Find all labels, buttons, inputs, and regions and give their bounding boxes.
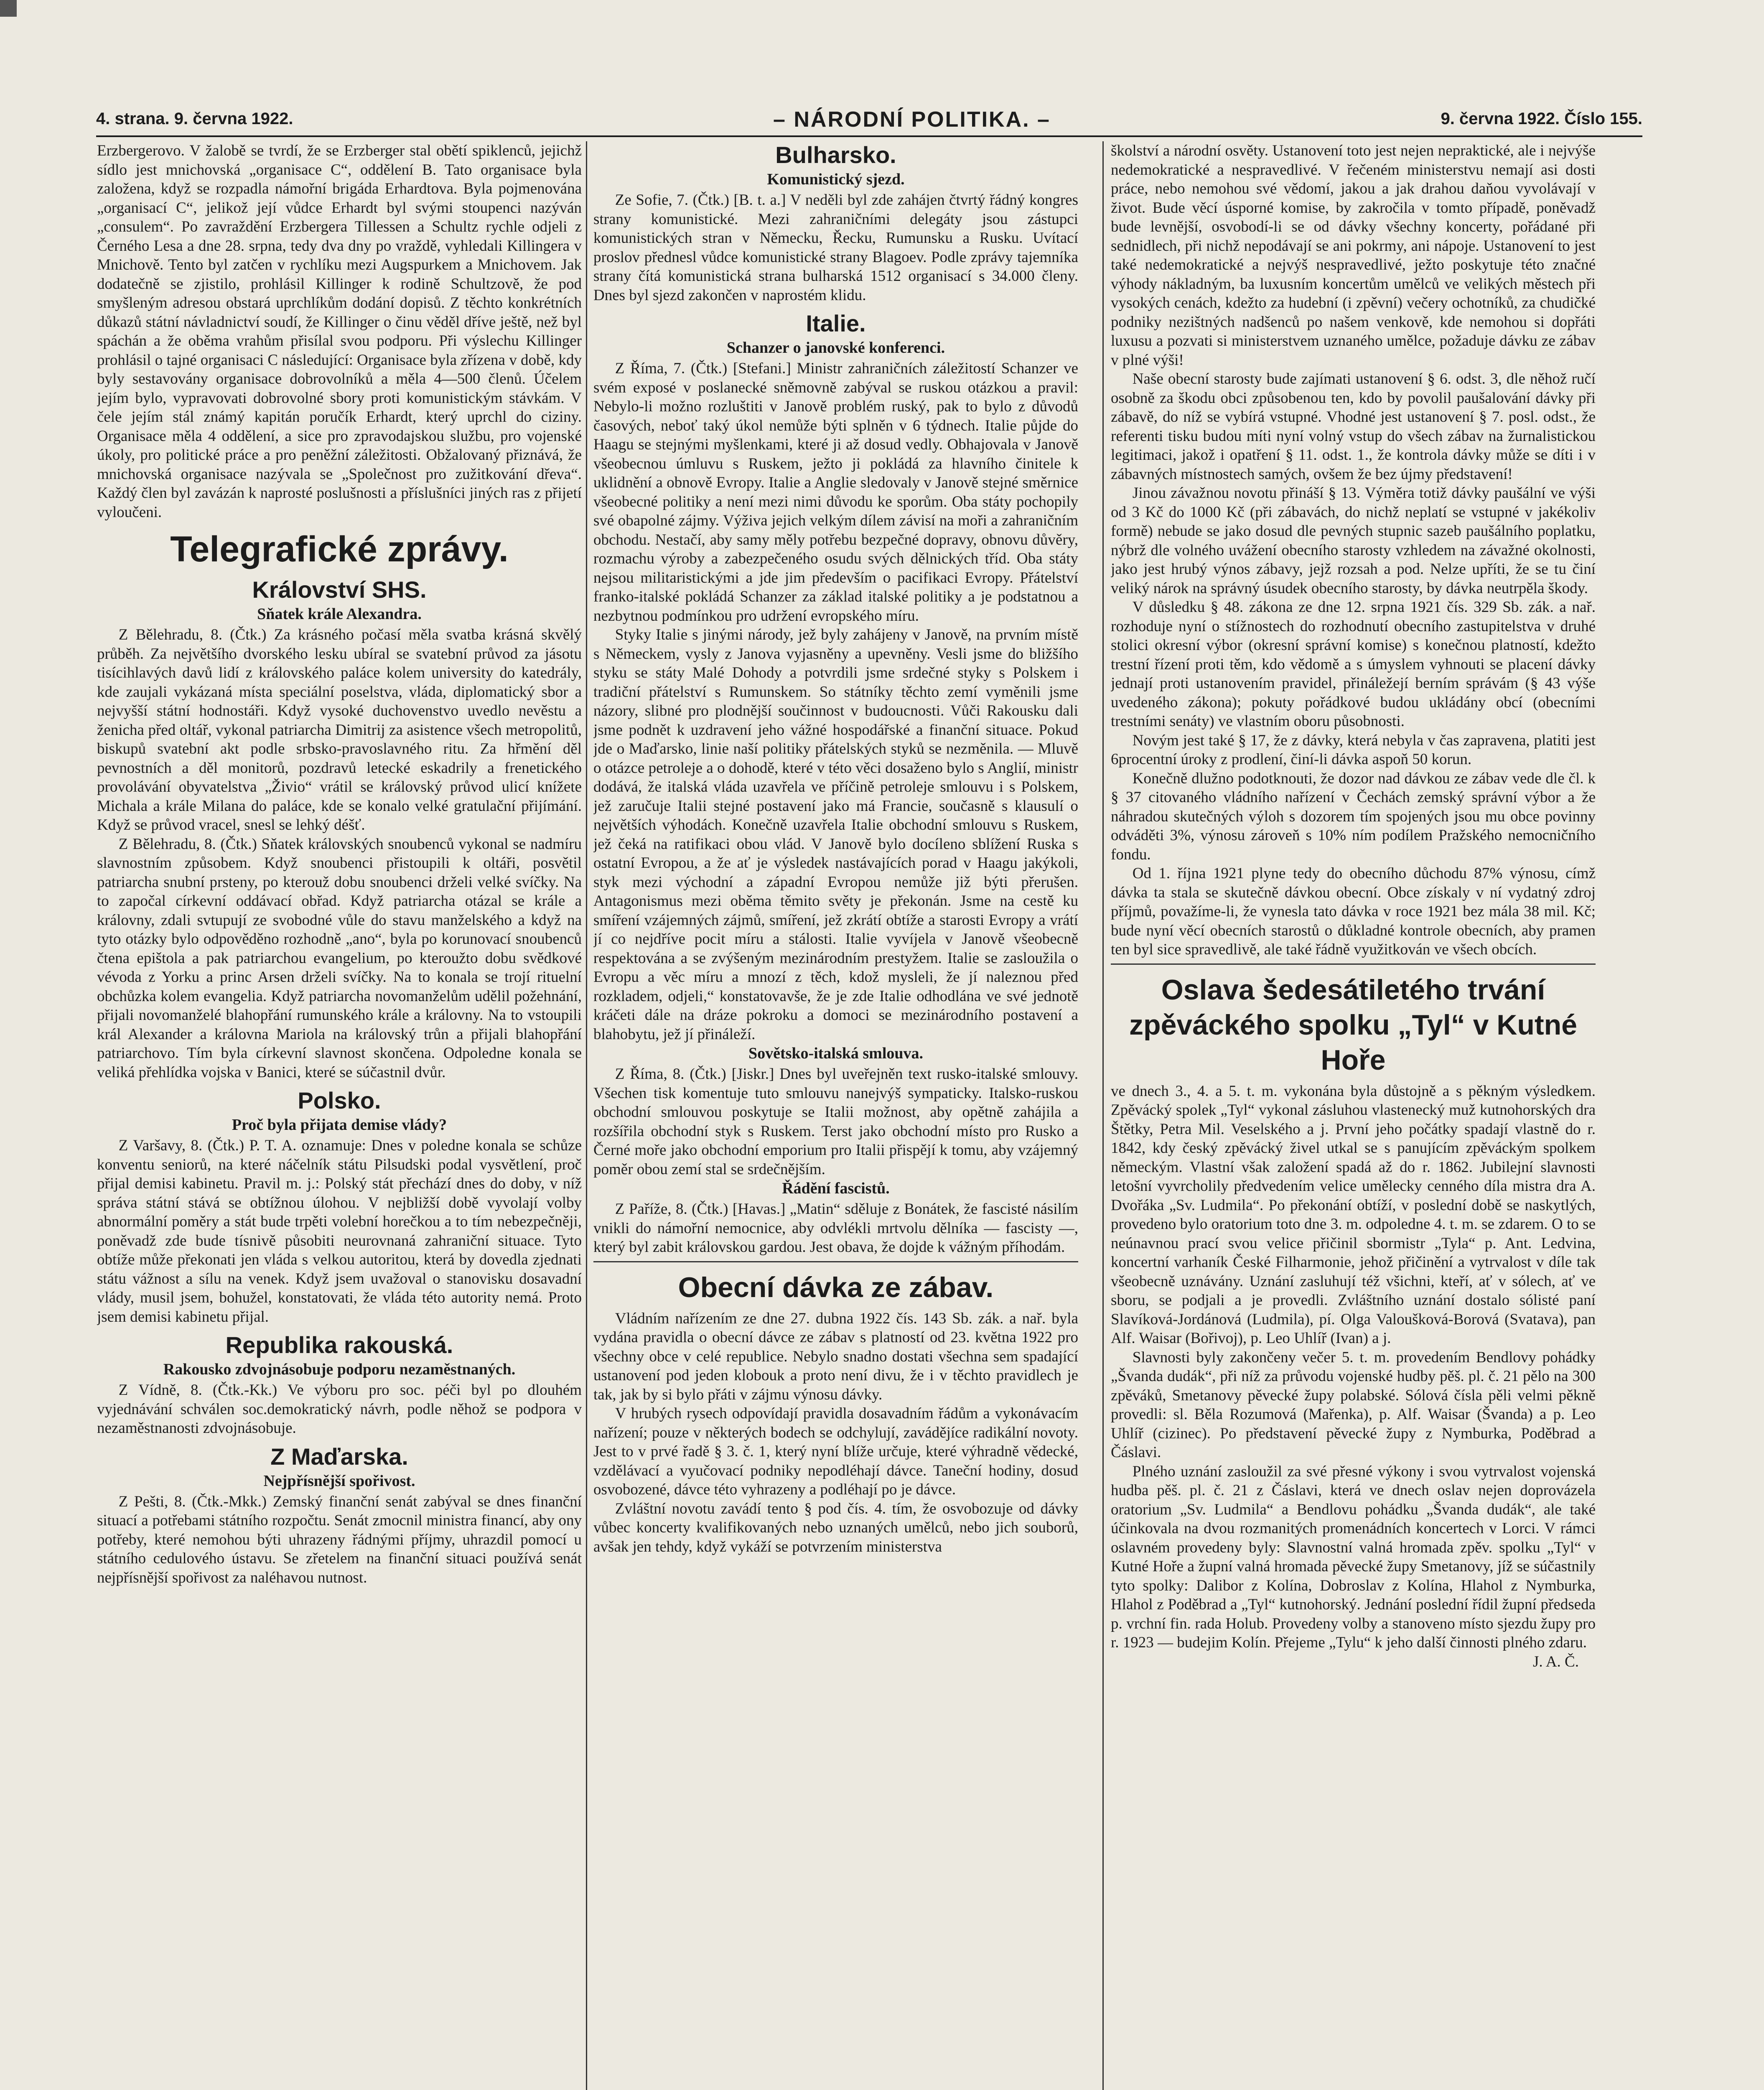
subheading: Rakousko zdvojnásobuje podporu nezaměstnaných. (163, 1361, 516, 1378)
article-text: Z Paříže, 8. (Čtk.) [Havas.] „Matin“ sděluje z Bonátek, že fascisté násilím vnikli do námořní nemocnice, aby odvlékli mrtvolu dělníka — fascisty —, který byl zabit královskou gardou. Jest obava, že dojde k vážným příhodám. (593, 1200, 1078, 1256)
article-text: V důsledku § 48. zákona ze dne 12. srpna 1921 čís. 329 Sb. zák. a nař. rozhoduje nyní o stížnostech do rozhodnutí obecního zastupitelstva v druhé stolici okresní výbor (okresní správní komise) s konečnou platností, kdežto trestní řízení proti těm, kdo vědomě a s úmyslem vyhnouti se placení dávky jednají proti ustanovením pravidel, přináležejí berním správám (§ 43 výše uvedeného zákona); pokuty pořádkové budou ukládány obcí (obecními trestními senáty) ve vlastním oboru působnosti. (1111, 599, 1596, 730)
column-rule-1 (586, 141, 587, 2090)
article-text: Styky Italie s jinými národy, jež byly zahájeny v Janově, na prvním místě s Německem, vysly z Janova vyjasněny a upevněny. Vesli jsme do bližšího styku se státy Malé Dohody a potvrdili jsme srdečné styky s Polskem i tradiční přátelství s Rumunskem. So státníky těchto zemí vyměnili jsme názory, slibné pro plodnější součinnost v budoucnosti. Vůči Rakousku dali jsme podnět k uzdravení jeho vážné hospodářské a finanční situace. Pokud jde o Maďarsko, linie naší politiky přátelských styků se nezměnila. — Mluvě o otázce petroleje a o dohodě, které v této věci dosaženo bylo s Anglií, ministr dodává, že italská vláda uzavřela ve příčině petroleje smlouvu i s Polskem, jež zaručuje Italii stejné postavení jako má Francie, současně s klausulí o největších výhodách. Konečně uzavřela Italie obchodní smlouvu s Ruskem, jež čeká na ratifikaci obou vlád. V Janově bylo docíleno sblížení Ruska s ostatní Evropou, a že ať je výsledek nastávajících porad v Haagu jakýkoli, styk mezi východní a západní Evropou nemůže již býti přerušen. Antagonismus mezi oběma těmito světy je překonán. Jsme na cestě ku smíření vzájemných zájmů, smíření, jež zkrátí obtíže a starosti Evropy a vrátí jí co nejdříve pocit míru a stálosti. Italie vyvíjela v Janově všeobecně respektována a se zvýšeným mezinárodním prestyžem. Italie se zasloužila o Evropu a věc míru a mnozí z těch, kdož mysleli, že jí naleznou před rozkladem, odjeli,“ konstatovavše, že je zde Italie odhodlána ve své jednotě kráčeti dále na dráze pokroku a domoci se mezinárodního postavení a blahobytu, jež jí přináleží. (593, 626, 1078, 1043)
article-text: Od 1. října 1921 plyne tedy do obecního důchodu 87% výnosu, címž dávka ta stala se skutečně dávkou obecní. Obce získaly v ní vydatný zdroj příjmů, považíme-li, že vynesla tato dávka v roce 1921 bez mála 38 mil. Kč; bude nyní věcí obecních starostů o důkladné kontrole obecních, aby pramen ten byl sice spravedlivě, ale také řádně využitkován ve všech obcích. (1111, 865, 1596, 958)
article-text: ve dnech 3., 4. a 5. t. m. vykonána byla důstojně a s pěkným výsledkem. Zpěvácký spolek „Tyl“ vykonal zásluhou vlastenecký muž kutnohorských dra Štětky, Petra Mil. Veselského a j. První jeho počátky spadají vlastně do r. 1842, kdy český zpěvácký živel utkal se s panujícím zpěváckým spolkem německým. Vlastní však založení spadá až do r. 1862. Jubilejní slavnosti letošní vyvrcholily předvedením velice umělecky cenného díla mistra dra A. Dvořáka „Sv. Ludmila“. Po překonání obtíží, v poslední době se naskytlých, provedeno bylo oratorium toto dne 3. m. odpoledne 4. t. m. se zdarem. O to se neúnavnou prací svou velice přičinil sbormistr „Tyla“ p. Ant. Ledvina, koncertní varhaník České Filharmonie, jehož přičinění a vytrvalost v díle tak všeobecně uznávány. Uznání zasluhují též všichni, kteří, ať v sólech, ať ve sboru, se podjali a je provedli. Zvláštního uznání dostalo sólisté paní Slavíková-Jordánová (Ludmila), pí. Olga Valoušková-Borová (Svatava), pan Alf. Waisar (Bořivoj), p. Leo Uhlíř (Ivan) a j. (1111, 1082, 1596, 1347)
article-text: Konečně dlužno podotknouti, že dozor nad dávkou ze zábav vede dle čl. k § 37 citovaného vládního nařízení v Čechách zemský správní výbor a že náhradou skutečných výloh s dozorem tím spojených jsou mu obce povinny odváděti 3%, výnosu zároveň s 10% ním podílem Pražského nemocničního fondu. (1111, 770, 1596, 863)
signature-initials: J. A. Č. (1532, 1653, 1579, 1670)
article-text: Z Bělehradu, 8. (Čtk.) Za krásného počasí měla svatba krásná skvělý průběh. Za největšího dvorského lesku ubíral se svatební průvod za jásotu tisícihlavých davů lidí z královského paláce kolem university do katedrály, kde zaujali vykázaná místa speciální poselstva, vláda, diplomatický sbor a nejvyšší státní hodnostáři. Když vysoké duchovenstvo uvedlo nevěstu a ženicha před oltář, vykonal patriarcha Dimitrij za asistence všech metropolitů, biskupů svatební akt podle srbsko-pravoslavného ritu. Za hřmění děl pevnostních a děl monitorů, pozdravů letecké eskadrily a frenetického provolávání obyvatelstva „Živio“ vrátil se královský průvod ulicí knížete Michala a krále Milana do paláce, kde se konalo velké gratulační přijímání. Když se průvod vracel, snesl se lehký déšť. (97, 626, 582, 833)
article-text: Novým jest také § 17, že z dávky, která nebyla v čas zapravena, platiti jest 6procentní úroky z prodlení, činí-li dávka aspoň 50 korun. (1111, 732, 1596, 768)
article-divider (1111, 963, 1596, 965)
subheading: Proč byla přijata demise vlády? (232, 1116, 447, 1134)
column-2 (593, 141, 1078, 2090)
scan-corner-mark (0, 0, 17, 17)
column-rule-2 (1102, 141, 1104, 2090)
subheading: Řádění fascistů. (782, 1180, 890, 1197)
article-text: Naše obecní starosty bude zajímati ustanovení § 6. odst. 3, dle něhož ručí osobně za škodu obci způsobenou ten, kdo by povolil paušalování dávky při zábavě, do níž se vybírá vstupné. Vhodné jest ustanovení § 7. posl. odst., že referenti tisku budou míti nyní volný vstup do všech zábav na žurnalistickou legitimaci, jakož i opatření § 11. odst. 1., že kontrola dávky může se díti i v zábavných místnostech samých, ovšem že bez újmy představení! (1111, 370, 1596, 483)
article-text: Ze Sofie, 7. (Čtk.) [B. t. a.] V neděli byl zde zahájen čtvrtý řádný kongres strany komunistické. Mezi zahraničními delegáty jsou zástupci komunistických stran v Německu, Řecku, Rumunsku a Rusku. Uvítací proslov přednesl vůdce komunistické strany Blagoev. Podle zprávy tajemníka strany čítá komunistická strana bulharská 1512 organisací s 34.000 členy. Dnes byl sjezd zakončen v naprostém klidu. (593, 191, 1078, 304)
article-text: V hrubých rysech odpovídají pravidla dosavadním řádům a vykonávacím nařízení; pouze v některých bodech se odchylují, zavádějíce radikální novoty. Jest to v prvé řadě § 3. č. 1, který nyní blíže určuje, které výhradně vědecké, vzdělávací a vyučovací podniky nepodléhají dávce. Taneční hodiny, dosud osvobozené, dávce této vyhrazeny a podléhají po je dávce. (593, 1405, 1078, 1498)
page-header (96, 107, 1642, 137)
column-1 (97, 141, 582, 2090)
country-heading: Z Maďarska. (270, 1443, 408, 1470)
article-headline: Obecní dávka ze zábav. (678, 1271, 994, 1303)
column-3 (1111, 141, 1596, 2090)
article-text: Jinou závažnou novotu přináší § 13. Výměra totiž dávky paušální ve výši od 3 Kč do 1000 Kč (při zábavách, do nichž neplatí se vstupné v jakékoliv formě) nebude se jako dosud dle pevných stupnic sazeb paušálního poplatku, nýbrž dle volného uvážení obecního starosty vzhledem na závažné okolnosti, jako jest hrubý výnos zábavy, jejž rozsah a pod. Nelze upříti, že se tu činí veliký nárok na správný úsudek obecního starosty, by dávka neutrpěla škody. (1111, 484, 1596, 597)
header-right: 9. června 1922. Číslo 155. (1441, 110, 1642, 128)
masthead: – NÁRODNÍ POLITIKA. – (773, 107, 1051, 132)
subheading: Schanzer o janovské konferenci. (726, 339, 945, 357)
article-text: Z Pešti, 8. (Čtk.-Mkk.) Zemský finanční senát zabýval se dnes finanční situací a potřebami státního rozpočtu. Senát zmocnil ministra financí, aby ony potřeby, které nemohou býti uhrazeny řádnými příjmy, uhrazdil pomocí u státního cedulového ústavu. Se zřetelem na finanční situaci používá senát nejpřísnější spořivost za naléhavou nutnost. (97, 1493, 582, 1586)
article-headline: Oslava šedesátiletého trvání zpěváckého spolku „Tyl“ v Kutné Hoře (1129, 974, 1577, 1076)
subheading: Nejpřísnější spořivost. (263, 1472, 415, 1490)
article-text: Erzbergerovo. V žalobě se tvrdí, že se Erzberger stal obětí spiklenců, jejichž sídlo jest mnichovská „organisace C“, oddělení B. Tato organisace byla založena, když se rozpadla námořní brigáda Erhardtova. Byla pojmenována „organisací C“, jelikož její vůdce Erhardt byl svými stoupenci nazýván „consulem“. Po zavraždění Erzbergera Tillessen a Schultz rychle odjeli z Černého Lesa a dne 28. srpna, tedy dva dny po vraždě, vyhledali Killingera v Mnichově. Tento byl zatčen v rychlíku mezi Augspurkem a Mnichovem. Jak dodatečně se zjistilo, prohlásil Killinger k rodině Schultzově, že pod smyšleným adresou obstará uprchlíkům dodání dopisů. Z těchto konkrétních důkazů státní návladnictví soudí, že Killinger o činu věděl dříve ještě, než byl spáchán a že oběma vrahům přisílal svou podporu. Při výslechu Killinger prohlásil o tajné organisaci C následující: Organisace byla zřízena v době, kdy byly sestavovány organisace dobrovolníků a měla 4—500 členů. Účelem jejím bylo, vypravovati dobrovolné sbory proti komunistickým stávkám. V čele jejím stál známý kapitán poručík Erhardt, který uprchl do ciziny. Organisace měla 4 oddělení, a sice pro zpravodajskou službu, pro vojenské úkoly, pro politické práce a pro peněžní záležitosti. Obžalovaný přiznává, že mnichovská organisace nazývala se „Společnost pro zužitkování dřeva“. Každý člen byl zavázán k naprosté poslušnosti a příslušníci jiných ras z přijetí vyloučeni. (97, 142, 582, 521)
article-text: Slavnosti byly zakončeny večer 5. t. m. provedením Bendlovy pohádky „Švanda dudák“, při níž za průvodu vojenské hudby pěš. pl. č. 21 pělo na 300 zpěváků, Smetanovy pěvecké župy polabské. Sólová čísla pěli velmi pěkně provedli: sl. Běla Rozumová (Mařenka), p. Alf. Waisar (Švanda) a p. Leo Uhlíř (cizinec). Po představení pěvecké župy z Nymburka, Poděbrad a Čáslavi. (1111, 1348, 1596, 1461)
subheading: Sňatek krále Alexandra. (257, 605, 422, 623)
subheading: Sovětsko-italská smlouva. (748, 1045, 924, 1062)
article-text: Z Říma, 8. (Čtk.) [Jiskr.] Dnes byl uveřejněn text rusko-italské smlouvy. Všechen tisk komentuje tuto smlouvu nanejvýš sympaticky. Italsko-ruskou obchodní smlouvou poskytuje se Italii možnost, aby opětně zahájila a rozšířila obchodní styk s Ruskem. Terst jako obchodní místo pro Rusko a Černé moře jako obchodní emporium pro Italii přispějí k tomu, aby vzájemný poměr obou zemí stal se srdečnějším. (593, 1065, 1078, 1178)
article-divider (593, 1261, 1078, 1262)
article-text: Plného uznání zasloužil za své přesné výkony i svou vytrvalost vojenská hudba pěš. pl. č. 21 z Čáslavi, která ve dnech oslav nejen doprovázela oratorium „Sv. Ludmila“ a Bendlovu pohádku „Švanda dudák“, ale také účinkovala na dvou rozmanitých promenádních koncertech v Lorci. V rámci oslavném provedeny byly: Slavnostní valná hromada zpěv. spolku „Tyl“ v Kutné Hoře a župní valná hromada pěvecké župy Smetanovy, jíž se súčastnily tyto spolky: Dalibor z Kolína, Dobroslav z Kolína, Hlahol z Nymburka, Hlahol z Poděbrad a „Tyl“ kutnohorský. Jednání poslední řídil župní předseda p. vrchní fin. rada Holub. Provedeny volby a stanoveno místo sjezdu župy pro r. 1923 — budejim Kolín. Přejeme „Tylu“ k jeho další činnosti plného zdaru. (1111, 1463, 1596, 1651)
country-heading: Polsko. (298, 1087, 381, 1114)
country-heading: Italie. (806, 310, 866, 336)
article-text: Vládním nařízením ze dne 27. dubna 1922 čís. 143 Sb. zák. a nař. byla vydána pravidla o obecní dávce ze zábav s platností od 23. května 1922 pro všechny obce v celé republice. Nebylo snadno dostati všechna sem spadající ustanovení pod jeden klobouk a proto není divu, že i v těchto pravidlech je tak, jak by si bylo přáti v zájmu výnosu dávky. (593, 1310, 1078, 1403)
article-text: Zvláštní novotu zavádí tento § pod čís. 4. tím, že osvobozuje od dávky vůbec koncerty kvalifikovaných nebo uznaných umělců, nebo jich souborů, avšak jen tehdy, když vykáží se potvrzením ministerstva (593, 1500, 1078, 1555)
country-heading: Království SHS. (252, 576, 427, 603)
article-text: Z Bělehradu, 8. (Čtk.) Sňatek královských snoubenců vykonal se nadmíru slavnostním způsobem. Když snoubenci přistoupili k oltáři, posvětil patriarcha snubní prsteny, po kterouž dobu snoubenci drželi velké svíčky. Na to započal církevní oddávací obřad. Když patriarcha otázal se krále a královny, zdali svtupují ze svobodné vůle do stavu manželského a když na tyto otázky bylo odpověděno rozhodně „ano“, byla po korunovací snoubenců čtena epištola a pak patriarchou evangelium, po kteroužto dobu svědkové vévoda z Yorku a princ Arsen drželi svíčky. Na to konala se trojí rituelní obchůzka kolem evangelia. Když patriarcha novomanželům udělil požehnání, přijali novomanželé blahopřání rumunského krále a královny. Na to vstoupili král Alexander a královna Mariola na královský trůn a přijali blahopřání patriarchovo. Tím byla církevní slavnost skončena. Odpoledne konala se veliká přehlídka vojska v Banici, které se súčastnil dvůr. (97, 835, 582, 1081)
article-text: Z Vídně, 8. (Čtk.-Kk.) Ve výboru pro soc. péči byl po dlouhém vyjednávání schválen soc.demokratický návrh, podle něhož se podpora v nezaměstnanosti zdvojnásobuje. (97, 1381, 582, 1437)
header-left: 4. strana. 9. června 1922. (96, 110, 293, 128)
article-text: Z Říma, 7. (Čtk.) [Stefani.] Ministr zahraničních záležitostí Schanzer ve svém exposé v poslanecké sněmovně zabýval se ruskou otázkou a pravil: Nebylo-li možno rozluštiti v Janově problém ruský, pak to bylo z důvodů časových, neboť taký úkol nemůže býti splněn v 6 týdnech. Italie půjde do Haagu se stejnými myšlenkami, které ji až dosud vedly. Obhajovala v Janově všeobecnou úmluvu s Ruskem, ježto ji pokládá za hlavního činitele k uklidnění a obnově Evropy. Italie a Anglie sledovaly v Janově stejné směrnice všeobecné politiky a není mezi nimi důvodu ke sporům. Oba státy pochopily své obapolné zájmy. Výživa jejich velkým dílem závisí na moři a zahraničním obchodu. Nestačí, aby samy měly potřebu bezpečné dopravy, obnovu důvěry, rozmachu výroby a zabezpečeného osudu svých dělnických tříd. Oba státy nejsou militaristickými a jde jim především o pacifikaci Evropy. Přátelství franko-italské pokládá Schanzer za základ italské politiky a je podstatnou a nezbytnou podmínkou pro udržení evropského míru. (593, 360, 1078, 624)
section-heading: Telegrafické zprávy. (170, 529, 509, 569)
country-heading: Bulharsko. (775, 142, 896, 168)
subheading: Komunistický sjezd. (767, 171, 905, 188)
article-text: školství a národní osvěty. Ustanovení toto jest nejen nepraktické, ale i nejvýše nedemokratické a nespravedlivé. V řečeném ministerstvu nemají asi dosti práce, nebo nemohou své vědomí, jakou a jak drahou daňou vyvolávají v život. Bude věcí úsporné komise, by zakročila v tomto případě, poněvadž bude levnější, osvobodí-li se od dávky všechny koncerty, pořádané při sednidlech, při nichž nepodávají se ani pokrmy, ani nápoje. Ustanovení to jest také nedemokratické a nejvýš nespravedlivé, ježto poskytuje této značné výhody nákladným, ba luxusním koncertům umělců ve velikých městech při vysokých cenách, kdežto za hudební (i zpěvní) večery ochotníků, za chudičké podniky nezištných nadšenců po našem venkově, kde nemohou si dopřáti luxusu a pozvati si ministerstvem uznaného umělce, požaduje dávku ze zábav v plné výši! (1111, 142, 1596, 369)
article-text: Z Varšavy, 8. (Čtk.) P. T. A. oznamuje: Dnes v poledne konala se schůze konventu seniorů, na které náčelník státu Pilsudski podal vysvětlení, proč přijal demisi kabinetu. Pravil m. j.: Polský stát přechází dnes do doby, v níž správa státní stává se obtížnou úlohou. V nejbližší době vyvolají volby abnormální poměry a stát bude trpěti volební horečkou a to tím nebezpečněji, poněvadž zde bude tísnivě působiti neurovnaná zahraniční situace. Tyto obtíže může překonati jen vláda s velkou autoritou, která by dovedla zjednati státu vážnost a sílu na venek. Když jsem uvažoval o stanovisku dosavadní vlády, musil jsem, bohužel, konstatovati, že vláda této autority nemá. Proto jsem demisi kabinetu přijal. (97, 1137, 582, 1325)
country-heading: Republika rakouská. (225, 1332, 453, 1358)
